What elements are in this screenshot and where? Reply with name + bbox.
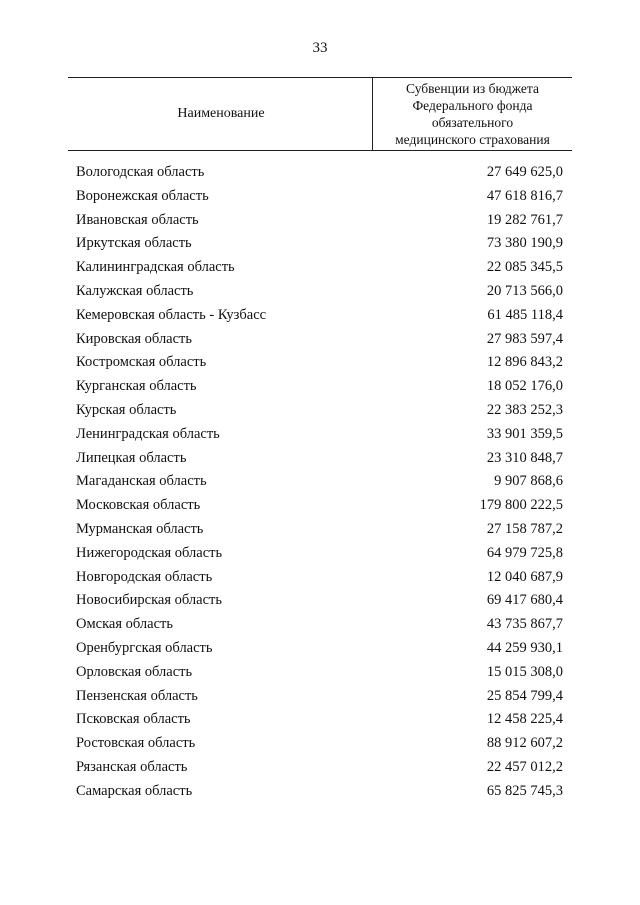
table-row	[76, 188, 563, 212]
table-body	[76, 164, 563, 807]
subvention-amount: 43 735 867,7	[486, 616, 563, 633]
region-name: Псковская область	[76, 711, 191, 728]
region-name: Новгородская область	[76, 568, 213, 585]
region-name: Магаданская область	[76, 473, 207, 490]
region-name: Оренбургская область	[76, 639, 213, 656]
region-name: Курская область	[76, 401, 177, 418]
region-name: Пензенская область	[76, 687, 198, 704]
table-row	[76, 735, 563, 759]
subvention-amount: 47 618 816,7	[486, 187, 563, 204]
subvention-amount: 15 015 308,0	[486, 663, 563, 680]
table-row	[76, 569, 563, 593]
table-row	[76, 664, 563, 688]
subvention-amount: 69 417 680,4	[486, 592, 563, 609]
subvention-amount: 22 457 012,2	[486, 758, 563, 775]
subvention-amount: 12 896 843,2	[486, 354, 563, 371]
column-header-subvention-line: медицинского страхования	[395, 132, 550, 147]
region-name: Нижегородская область	[76, 544, 223, 561]
region-name: Иркутская область	[76, 235, 192, 252]
table-row	[76, 235, 563, 259]
table-row	[76, 450, 563, 474]
table-row	[76, 164, 563, 188]
subvention-amount: 25 854 799,4	[486, 687, 563, 704]
subvention-amount: 179 800 222,5	[479, 497, 563, 514]
table-row	[76, 402, 563, 426]
table-row	[76, 783, 563, 807]
subvention-amount: 12 458 225,4	[486, 711, 563, 728]
region-name: Калининградская область	[76, 259, 235, 276]
region-name: Мурманская область	[76, 520, 204, 537]
table-row	[76, 759, 563, 783]
table-row	[76, 616, 563, 640]
table-row	[76, 426, 563, 450]
region-name: Ленинградская область	[76, 425, 220, 442]
table-row	[76, 259, 563, 283]
region-name: Калужская область	[76, 282, 194, 299]
region-name: Новосибирская область	[76, 592, 222, 609]
region-name: Кемеровская область - Кузбасс	[76, 306, 267, 323]
subvention-amount: 18 052 176,0	[486, 378, 563, 395]
subvention-amount: 64 979 725,8	[486, 544, 563, 561]
subvention-amount: 44 259 930,1	[486, 639, 563, 656]
column-header-subvention-line: обязательного	[431, 115, 514, 130]
subvention-amount: 12 040 687,9	[486, 568, 563, 585]
table-row	[76, 307, 563, 331]
table-row	[76, 640, 563, 664]
column-header-subvention	[373, 78, 572, 150]
subvention-amount: 20 713 566,0	[486, 282, 563, 299]
subvention-amount: 27 158 787,2	[486, 520, 563, 537]
region-name: Омская область	[76, 616, 173, 633]
region-name: Орловская область	[76, 663, 193, 680]
table-row	[76, 592, 563, 616]
table-row	[76, 331, 563, 355]
table-row	[76, 473, 563, 497]
page-number: 33	[312, 40, 328, 56]
subvention-amount: 88 912 607,2	[486, 735, 563, 752]
subvention-amount: 9 907 868,6	[494, 473, 563, 490]
table-row	[76, 688, 563, 712]
region-name: Кировская область	[76, 330, 193, 347]
table-row	[76, 521, 563, 545]
subvention-amount: 33 901 359,5	[486, 425, 563, 442]
region-name: Воронежская область	[76, 187, 209, 204]
region-name: Костромская область	[76, 354, 207, 371]
subvention-amount: 23 310 848,7	[486, 449, 563, 466]
subvention-amount: 27 649 625,0	[486, 164, 563, 180]
subvention-amount: 27 983 597,4	[486, 330, 563, 347]
subvention-amount: 19 282 761,7	[486, 211, 563, 228]
region-name: Самарская область	[76, 782, 193, 799]
table-row	[76, 497, 563, 521]
table-row	[76, 212, 563, 236]
table-header	[68, 77, 572, 151]
column-header-name: Наименование	[177, 106, 265, 121]
subvention-amount: 73 380 190,9	[486, 235, 563, 252]
region-name: Московская область	[76, 497, 201, 514]
region-name: Липецкая область	[76, 449, 187, 466]
subvention-amount: 22 383 252,3	[486, 401, 563, 418]
table-row	[76, 711, 563, 735]
table-row	[76, 378, 563, 402]
column-header-subvention-line: Федерального фонда	[412, 98, 533, 113]
region-name: Курганская область	[76, 378, 197, 395]
subvention-amount: 65 825 745,3	[486, 782, 563, 799]
table-row	[76, 354, 563, 378]
region-name: Вологодская область	[76, 164, 205, 180]
column-header-subvention-line: Субвенции из бюджета	[406, 81, 539, 96]
table-row	[76, 283, 563, 307]
subvention-amount: 22 085 345,5	[486, 259, 563, 276]
subvention-amount: 61 485 118,4	[487, 306, 563, 323]
region-name: Ростовская область	[76, 735, 196, 752]
region-name: Рязанская область	[76, 758, 188, 775]
region-name: Ивановская область	[76, 211, 199, 228]
table-row	[76, 545, 563, 569]
